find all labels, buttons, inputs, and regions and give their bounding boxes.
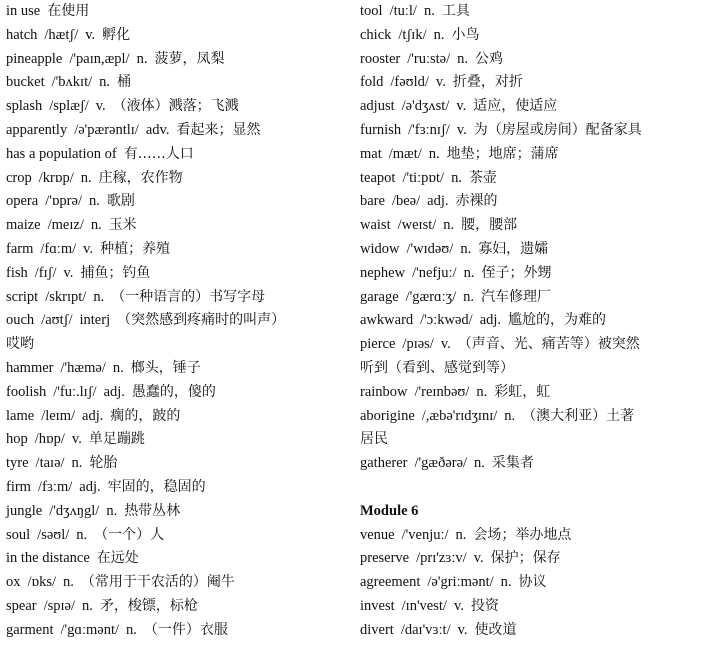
entry-meaning: 种植；养殖 [100, 240, 171, 257]
vocab-entry [360, 238, 710, 262]
entry-word: in use [6, 3, 41, 19]
entry-pos: v. [457, 621, 468, 638]
entry-phonetic: /'bʌkɪt/ [51, 74, 93, 91]
entry-meaning-continuation: 居民 [360, 431, 388, 448]
entry-phonetic: /daɪ'vɜːt/ [400, 621, 451, 638]
entry-word: rainbow [360, 383, 408, 400]
entry-meaning: 矛，梭镖，标枪 [99, 597, 198, 614]
entry-word: waist [360, 217, 391, 234]
entry-meaning: 瘸的，跛的 [110, 407, 181, 424]
vocab-entry [6, 524, 351, 548]
entry-meaning: 会场；举办地点 [473, 526, 572, 543]
entry-word: chick [360, 26, 392, 43]
entry-meaning: （声音、光、痛苦等）被突然 [457, 336, 640, 353]
entry-pos: v. [435, 74, 446, 91]
vocab-entry [6, 95, 351, 119]
entry-word: foolish [6, 383, 47, 400]
entry-word: garage [360, 288, 399, 305]
entry-phonetic: /'nefjuː/ [412, 264, 457, 281]
entry-phonetic: /'wɪdəʊ/ [406, 240, 454, 257]
vocab-entry [6, 547, 351, 571]
entry-meaning: （澳大利亚）土著 [522, 407, 635, 424]
vocab-entry [360, 333, 710, 357]
entry-meaning: 协议 [518, 574, 547, 591]
entry-phonetic: /'gærɑːʒ/ [405, 288, 457, 305]
entry-word: venue [360, 526, 395, 543]
vocab-entry [6, 619, 351, 643]
entry-phonetic: /'ruːstə/ [407, 50, 451, 67]
vocab-entry [6, 357, 351, 381]
entry-pos: n. [80, 169, 92, 186]
entry-phonetic: /'fuː.lɪʃ/ [53, 383, 97, 400]
vocab-entry [360, 24, 710, 48]
entry-pos: n. [476, 383, 488, 400]
entry-meaning: 庄稼，农作物 [98, 169, 183, 186]
entry-word: in the distance [6, 550, 90, 567]
entry-word: widow [360, 240, 400, 257]
section-spacer [360, 476, 710, 500]
entry-phonetic: /fɪʃ/ [34, 264, 57, 281]
vocab-entry [6, 71, 351, 95]
entry-pos: n. [82, 597, 93, 614]
entry-pos: interj [79, 312, 111, 329]
entry-phonetic: /fɑːm/ [40, 240, 77, 257]
entry-word: pierce [360, 336, 396, 353]
entry-meaning: 寡妇，遗孀 [478, 240, 549, 257]
entry-meaning: 捕鱼；钓鱼 [80, 264, 151, 281]
entry-phonetic: /tʃɪk/ [398, 26, 427, 43]
entry-pos: v. [95, 98, 106, 115]
entry-meaning: 彩虹，虹 [494, 383, 551, 400]
entry-word: tyre [6, 455, 29, 472]
vocab-entry [6, 238, 351, 262]
entry-pos: v. [456, 98, 467, 115]
entry-phonetic: /'tiːpɒt/ [402, 169, 445, 186]
entry-pos: v. [440, 336, 451, 353]
entry-pos: n. [106, 502, 118, 519]
vocab-entry [6, 595, 351, 619]
entry-meaning: 有……人口 [123, 145, 194, 162]
entry-pos: n. [443, 217, 455, 234]
entry-word: jungle [6, 502, 43, 519]
entry-word: lame [6, 407, 35, 424]
vocab-entry [6, 286, 351, 310]
entry-word: ox [6, 574, 21, 591]
entry-meaning: 使改道 [474, 621, 517, 638]
entry-meaning: 地垫；地席；蒲席 [446, 145, 559, 162]
entry-phonetic: /'gæðərə/ [414, 455, 468, 472]
entry-phonetic: /tuːl/ [389, 3, 417, 19]
entry-phonetic: /'paɪn,æpl/ [69, 50, 130, 67]
entry-pos: v. [63, 264, 74, 281]
entry-pos: adv. [145, 121, 170, 138]
entry-meaning: 保护；保存 [490, 550, 561, 567]
entry-meaning-continuation: 哎哟 [6, 336, 34, 353]
entry-phonetic: /meɪz/ [47, 217, 84, 234]
entry-meaning: （突然感到疼痛时的叫声） [117, 312, 286, 329]
entry-word: awkward [360, 312, 414, 329]
entry-word: fish [6, 264, 28, 281]
entry-pos: n. [63, 574, 74, 591]
entry-phonetic: /'ɒprə/ [45, 193, 82, 210]
entry-pos: n. [90, 217, 102, 234]
vocab-entry [6, 405, 351, 429]
entry-word: aborigine [360, 407, 415, 424]
vocab-entry [360, 214, 710, 238]
vocab-entry [360, 619, 710, 643]
entry-pos: v. [83, 240, 94, 257]
entry-meaning: （一个）人 [94, 526, 165, 543]
vocab-entry [6, 452, 351, 476]
entry-word: divert [360, 621, 394, 638]
entry-pos: n. [451, 169, 462, 186]
vocab-entry [6, 190, 351, 214]
vocab-entry [360, 190, 710, 214]
vocab-entry [6, 476, 351, 500]
entry-pos: adj. [427, 193, 449, 210]
vocab-entry [6, 381, 351, 405]
entry-pos: adj. [79, 478, 101, 495]
vocab-entry [360, 595, 710, 619]
entry-pos: n. [500, 574, 512, 591]
entry-phonetic: /'venjuː/ [401, 526, 449, 543]
entry-phonetic: /'ɔːkwəd/ [420, 312, 473, 329]
entry-phonetic: /weɪst/ [397, 217, 437, 234]
entry-phonetic: /'reɪnbəʊ/ [414, 383, 470, 400]
entry-phonetic: /ə'pærəntlɪ/ [74, 121, 139, 138]
module-heading: Module 6 [360, 502, 419, 519]
vocab-entry [6, 119, 351, 143]
vocab-entry [6, 24, 351, 48]
entry-phonetic: /mæt/ [388, 145, 422, 162]
entry-meaning: 在使用 [47, 3, 90, 19]
entry-phonetic: /spɪə/ [43, 597, 76, 614]
entry-word: farm [6, 240, 34, 257]
entry-phonetic: /aʊtʃ/ [41, 312, 73, 329]
vocab-entry [360, 286, 710, 310]
entry-meaning: 歌剧 [106, 193, 135, 210]
entry-meaning: 适应，使适应 [473, 98, 558, 115]
entry-word: teapot [360, 169, 396, 186]
entry-pos: v. [71, 431, 82, 448]
entry-meaning: 单足蹦跳 [88, 431, 145, 448]
entry-pos: n. [474, 455, 485, 472]
entry-phonetic: /fɜːm/ [37, 478, 73, 495]
vocab-entry [360, 95, 710, 119]
entry-meaning: （常用于干农活的）阉牛 [80, 574, 235, 591]
entry-phonetic: /hɒp/ [34, 431, 65, 448]
vocab-entry [6, 262, 351, 286]
entry-meaning: 桶 [117, 74, 132, 91]
entry-phonetic: /səʊl/ [37, 526, 70, 543]
entry-pos: n. [428, 145, 440, 162]
vocab-entry [6, 428, 351, 452]
entry-word: opera [6, 193, 39, 210]
entry-word: ouch [6, 312, 35, 329]
entry-pos: n. [93, 288, 105, 305]
vocab-entry [360, 0, 710, 24]
entry-word: invest [360, 597, 395, 614]
entry-meaning: 工具 [441, 3, 470, 19]
entry-meaning: （一种语言的）书写字母 [111, 288, 266, 305]
entry-word: spear [6, 597, 37, 614]
vocab-entry [6, 143, 351, 167]
entry-pos: n. [136, 50, 148, 67]
entry-phonetic: /ɪn'vest/ [401, 597, 447, 614]
entry-phonetic: /prɪ'zɜːv/ [416, 550, 467, 567]
entry-phonetic: /ɒks/ [27, 574, 57, 591]
vocab-entry [360, 71, 710, 95]
entry-meaning: 榔头，锤子 [130, 359, 201, 376]
entry-meaning: 热带丛林 [124, 502, 181, 519]
entry-phonetic: /,æbə'rɪdʒɪnɪ/ [421, 407, 498, 424]
entry-word: pineapple [6, 50, 63, 67]
entry-word: hop [6, 431, 28, 448]
entry-pos: n. [433, 26, 445, 43]
vocab-entry [360, 119, 710, 143]
entry-word: firm [6, 478, 31, 495]
entry-meaning: 赤裸的 [455, 193, 498, 210]
entry-phonetic: /'hæmə/ [60, 359, 106, 376]
vocab-entry [6, 48, 351, 72]
entry-pos: adj. [479, 312, 502, 329]
entry-word: apparently [6, 121, 68, 138]
entry-phonetic: /leɪm/ [41, 407, 76, 424]
vocab-entry [6, 571, 351, 595]
entry-phonetic: /'fɜːnɪʃ/ [408, 121, 450, 138]
entry-phonetic: /skrɪpt/ [45, 288, 87, 305]
vocab-entry [360, 547, 710, 571]
entry-word: bucket [6, 74, 45, 91]
entry-word: bare [360, 193, 385, 210]
entry-meaning: （一件）衣服 [143, 621, 228, 638]
entry-pos: v. [456, 121, 467, 138]
entry-meaning: 公鸡 [475, 50, 504, 67]
vocab-entry [360, 143, 710, 167]
entry-meaning: 孵化 [102, 26, 131, 43]
entry-pos: n. [112, 359, 124, 376]
entry-pos: v. [453, 597, 464, 614]
entry-phonetic: /splæʃ/ [49, 98, 89, 115]
entry-word: has a population of [6, 145, 117, 162]
entry-word: tool [360, 3, 383, 19]
entry-pos: n. [455, 526, 467, 543]
entry-meaning: 玉米 [108, 217, 137, 234]
vocab-entry [6, 214, 351, 238]
vocab-entry [6, 500, 351, 524]
vocab-entry [6, 309, 351, 333]
entry-meaning: 折叠，对折 [452, 74, 523, 91]
entry-pos: n. [457, 50, 469, 67]
entry-pos: n. [88, 193, 100, 210]
entry-pos: n. [463, 264, 475, 281]
entry-pos: n. [463, 288, 474, 305]
entry-meaning: 牢固的，稳固的 [107, 478, 206, 495]
entry-pos: n. [99, 74, 111, 91]
entry-word: rooster [360, 50, 401, 67]
entry-meaning: 投资 [470, 597, 499, 614]
entry-word: script [6, 288, 39, 305]
vocab-entry [360, 262, 710, 286]
entry-phonetic: /taɪə/ [35, 455, 65, 472]
entry-meaning: 看起来；显然 [176, 121, 261, 138]
entry-meaning: 茶壶 [468, 169, 497, 186]
entry-phonetic: /'dʒʌŋgl/ [49, 502, 100, 519]
vocab-entry [360, 48, 710, 72]
vocab-entry [360, 381, 710, 405]
entry-word: gatherer [360, 455, 408, 472]
entry-pos: n. [423, 3, 435, 19]
vocab-entry [6, 0, 351, 24]
entry-word: garment [6, 621, 54, 638]
entry-word: soul [6, 526, 31, 543]
right-column [360, 0, 710, 643]
entry-phonetic: /'gɑːmənt/ [60, 621, 120, 638]
entry-word: adjust [360, 98, 395, 115]
entry-pos: adj. [103, 383, 125, 400]
entry-meaning: 菠萝，凤梨 [154, 50, 225, 67]
vocab-entry [360, 524, 710, 548]
vocab-entry [360, 167, 710, 191]
entry-meaning: （液体）溅落；飞溅 [112, 98, 239, 115]
entry-phonetic: /ə'dʒʌst/ [401, 98, 450, 115]
entry-meaning: 腰，腰部 [461, 217, 518, 234]
entry-word: mat [360, 145, 382, 162]
entry-meaning: 愚蠢的，傻的 [131, 383, 216, 400]
entry-pos: adj. [82, 407, 104, 424]
vocab-entry [360, 571, 710, 595]
entry-word: hatch [6, 26, 38, 43]
entry-phonetic: /ə'griːmənt/ [427, 574, 494, 591]
entry-pos: n. [126, 621, 137, 638]
entry-pos: v. [473, 550, 484, 567]
entry-word: hammer [6, 359, 54, 376]
entry-word: nephew [360, 264, 406, 281]
entry-meaning: 采集者 [491, 455, 534, 472]
entry-meaning: 轮胎 [89, 455, 118, 472]
left-column [6, 0, 351, 643]
entry-pos: v. [85, 26, 96, 43]
vocab-entry [360, 309, 710, 333]
entry-meaning: 侄子；外甥 [481, 264, 552, 281]
entry-meaning: 小鸟 [451, 26, 480, 43]
vocab-entry [360, 452, 710, 476]
entry-meaning: 在远处 [96, 550, 139, 567]
entry-pos: n. [460, 240, 472, 257]
entry-phonetic: /beə/ [391, 193, 421, 210]
entry-pos: n. [71, 455, 83, 472]
entry-pos: n. [76, 526, 88, 543]
entry-word: furnish [360, 121, 402, 138]
entry-word: maize [6, 217, 41, 234]
vocab-entry [6, 167, 351, 191]
entry-meaning: 为（房屋或房间）配备家具 [473, 121, 642, 138]
vocab-entry [360, 405, 710, 429]
entry-word: splash [6, 98, 43, 115]
entry-phonetic: /krɒp/ [38, 169, 74, 186]
entry-meaning: 尴尬的，为难的 [508, 312, 607, 329]
entry-phonetic: /fəʊld/ [390, 74, 429, 91]
entry-phonetic: /pɪəs/ [402, 336, 434, 353]
entry-meaning-continuation: 听到（看到、感觉到等） [360, 359, 514, 376]
entry-meaning: 汽车修理厂 [480, 288, 551, 305]
entry-word: agreement [360, 574, 421, 591]
entry-word: fold [360, 74, 384, 91]
entry-word: preserve [360, 550, 410, 567]
entry-word: crop [6, 169, 32, 186]
entry-pos: n. [504, 407, 516, 424]
entry-phonetic: /hætʃ/ [44, 26, 79, 43]
